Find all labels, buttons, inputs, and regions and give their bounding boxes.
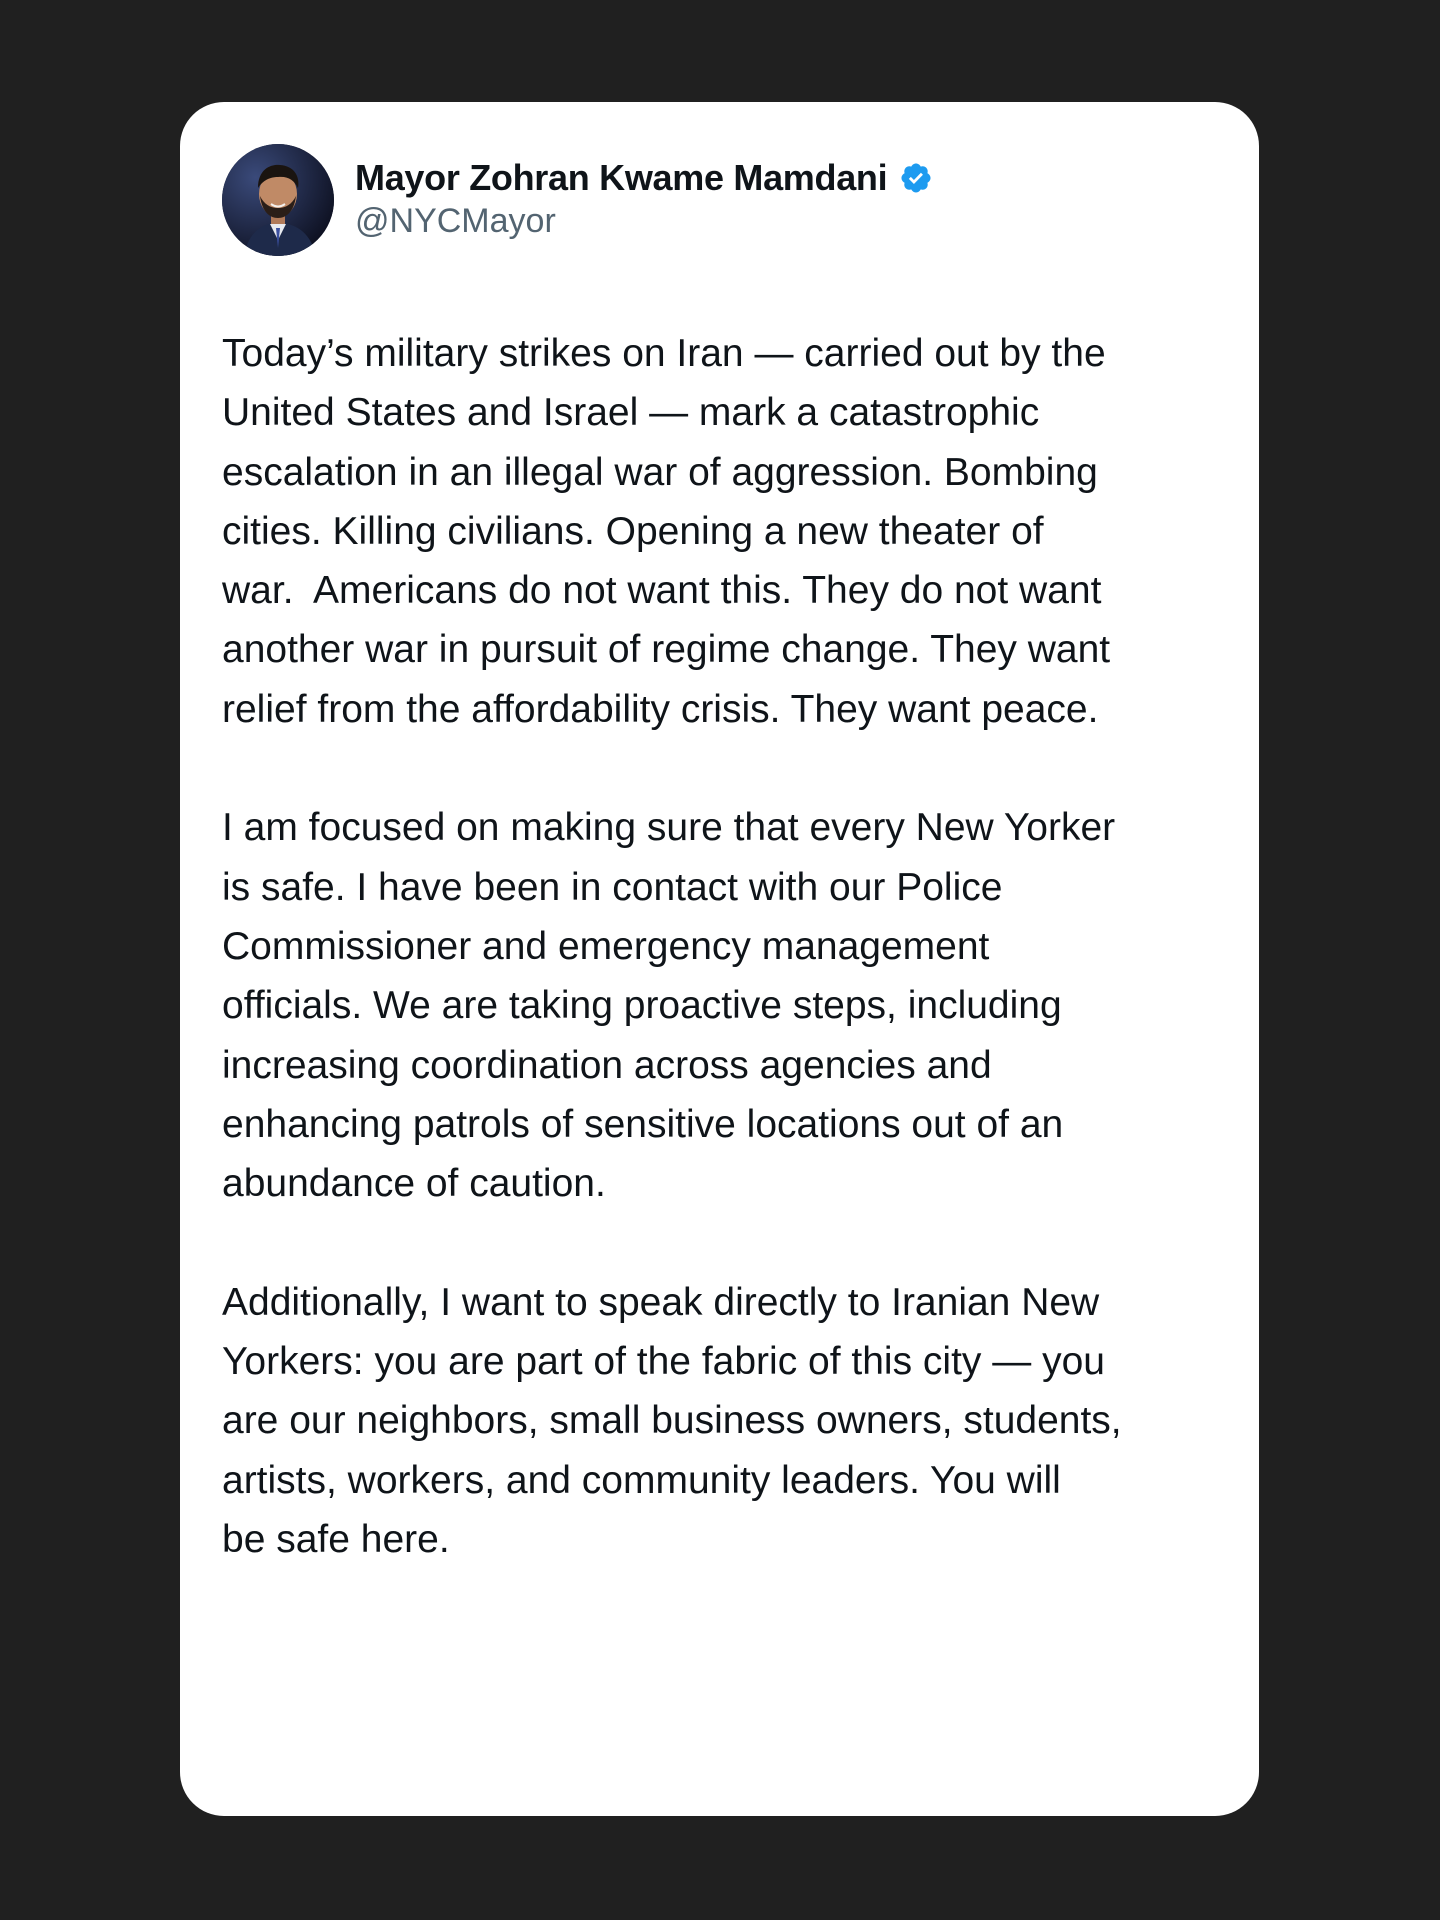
post-card: [180, 102, 1259, 1816]
text-line: enhancing patrols of sensitive locations out of an: [222, 1102, 1064, 1146]
text-line: artists, workers, and community leaders. You will: [222, 1458, 1061, 1502]
text-line: is safe. I have been in contact with our Police: [222, 865, 1003, 909]
text-line: abundance of caution.: [222, 1162, 606, 1206]
text-line: Yorkers: you are part of the fabric of this city — you: [222, 1340, 1105, 1384]
text-line: be safe here.: [222, 1517, 450, 1561]
text-line: Commissioner and emergency management: [222, 924, 990, 968]
text-line: cities. Killing civilians. Opening a new theater of: [222, 509, 1044, 553]
author-avatar[interactable]: [222, 144, 334, 256]
text-line: war. Americans do not want this. They do not want: [222, 569, 1102, 613]
profile-photo-icon: [222, 144, 334, 256]
text-line: Today’s military strikes on Iran — carried out by the: [222, 332, 1106, 375]
author-name-row: [355, 154, 933, 202]
post-paragraph: [222, 798, 1227, 1213]
post-paragraph: [222, 1273, 1227, 1569]
verified-badge-icon[interactable]: [899, 161, 933, 195]
text-line: escalation in an illegal war of aggression. Bombing: [222, 450, 1098, 494]
author-display-name[interactable]: Mayor Zohran Kwame Mamdani: [355, 157, 888, 198]
text-line: Additionally, I want to speak directly to Iranian New: [222, 1280, 1100, 1324]
post-body: [222, 324, 1227, 1629]
text-line: are our neighbors, small business owners, students,: [222, 1399, 1122, 1443]
post-paragraph: [222, 324, 1227, 739]
text-line: I am focused on making sure that every New Yorker: [222, 806, 1116, 850]
text-line: another war in pursuit of regime change. They want: [222, 628, 1111, 672]
text-line: United States and Israel — mark a catastrophic: [222, 391, 1040, 435]
author-handle[interactable]: @NYCMayor: [355, 202, 556, 240]
text-line: increasing coordination across agencies and: [222, 1043, 992, 1087]
text-line: relief from the affordability crisis. They want peace.: [222, 687, 1099, 731]
text-line: officials. We are taking proactive steps, including: [222, 984, 1062, 1028]
